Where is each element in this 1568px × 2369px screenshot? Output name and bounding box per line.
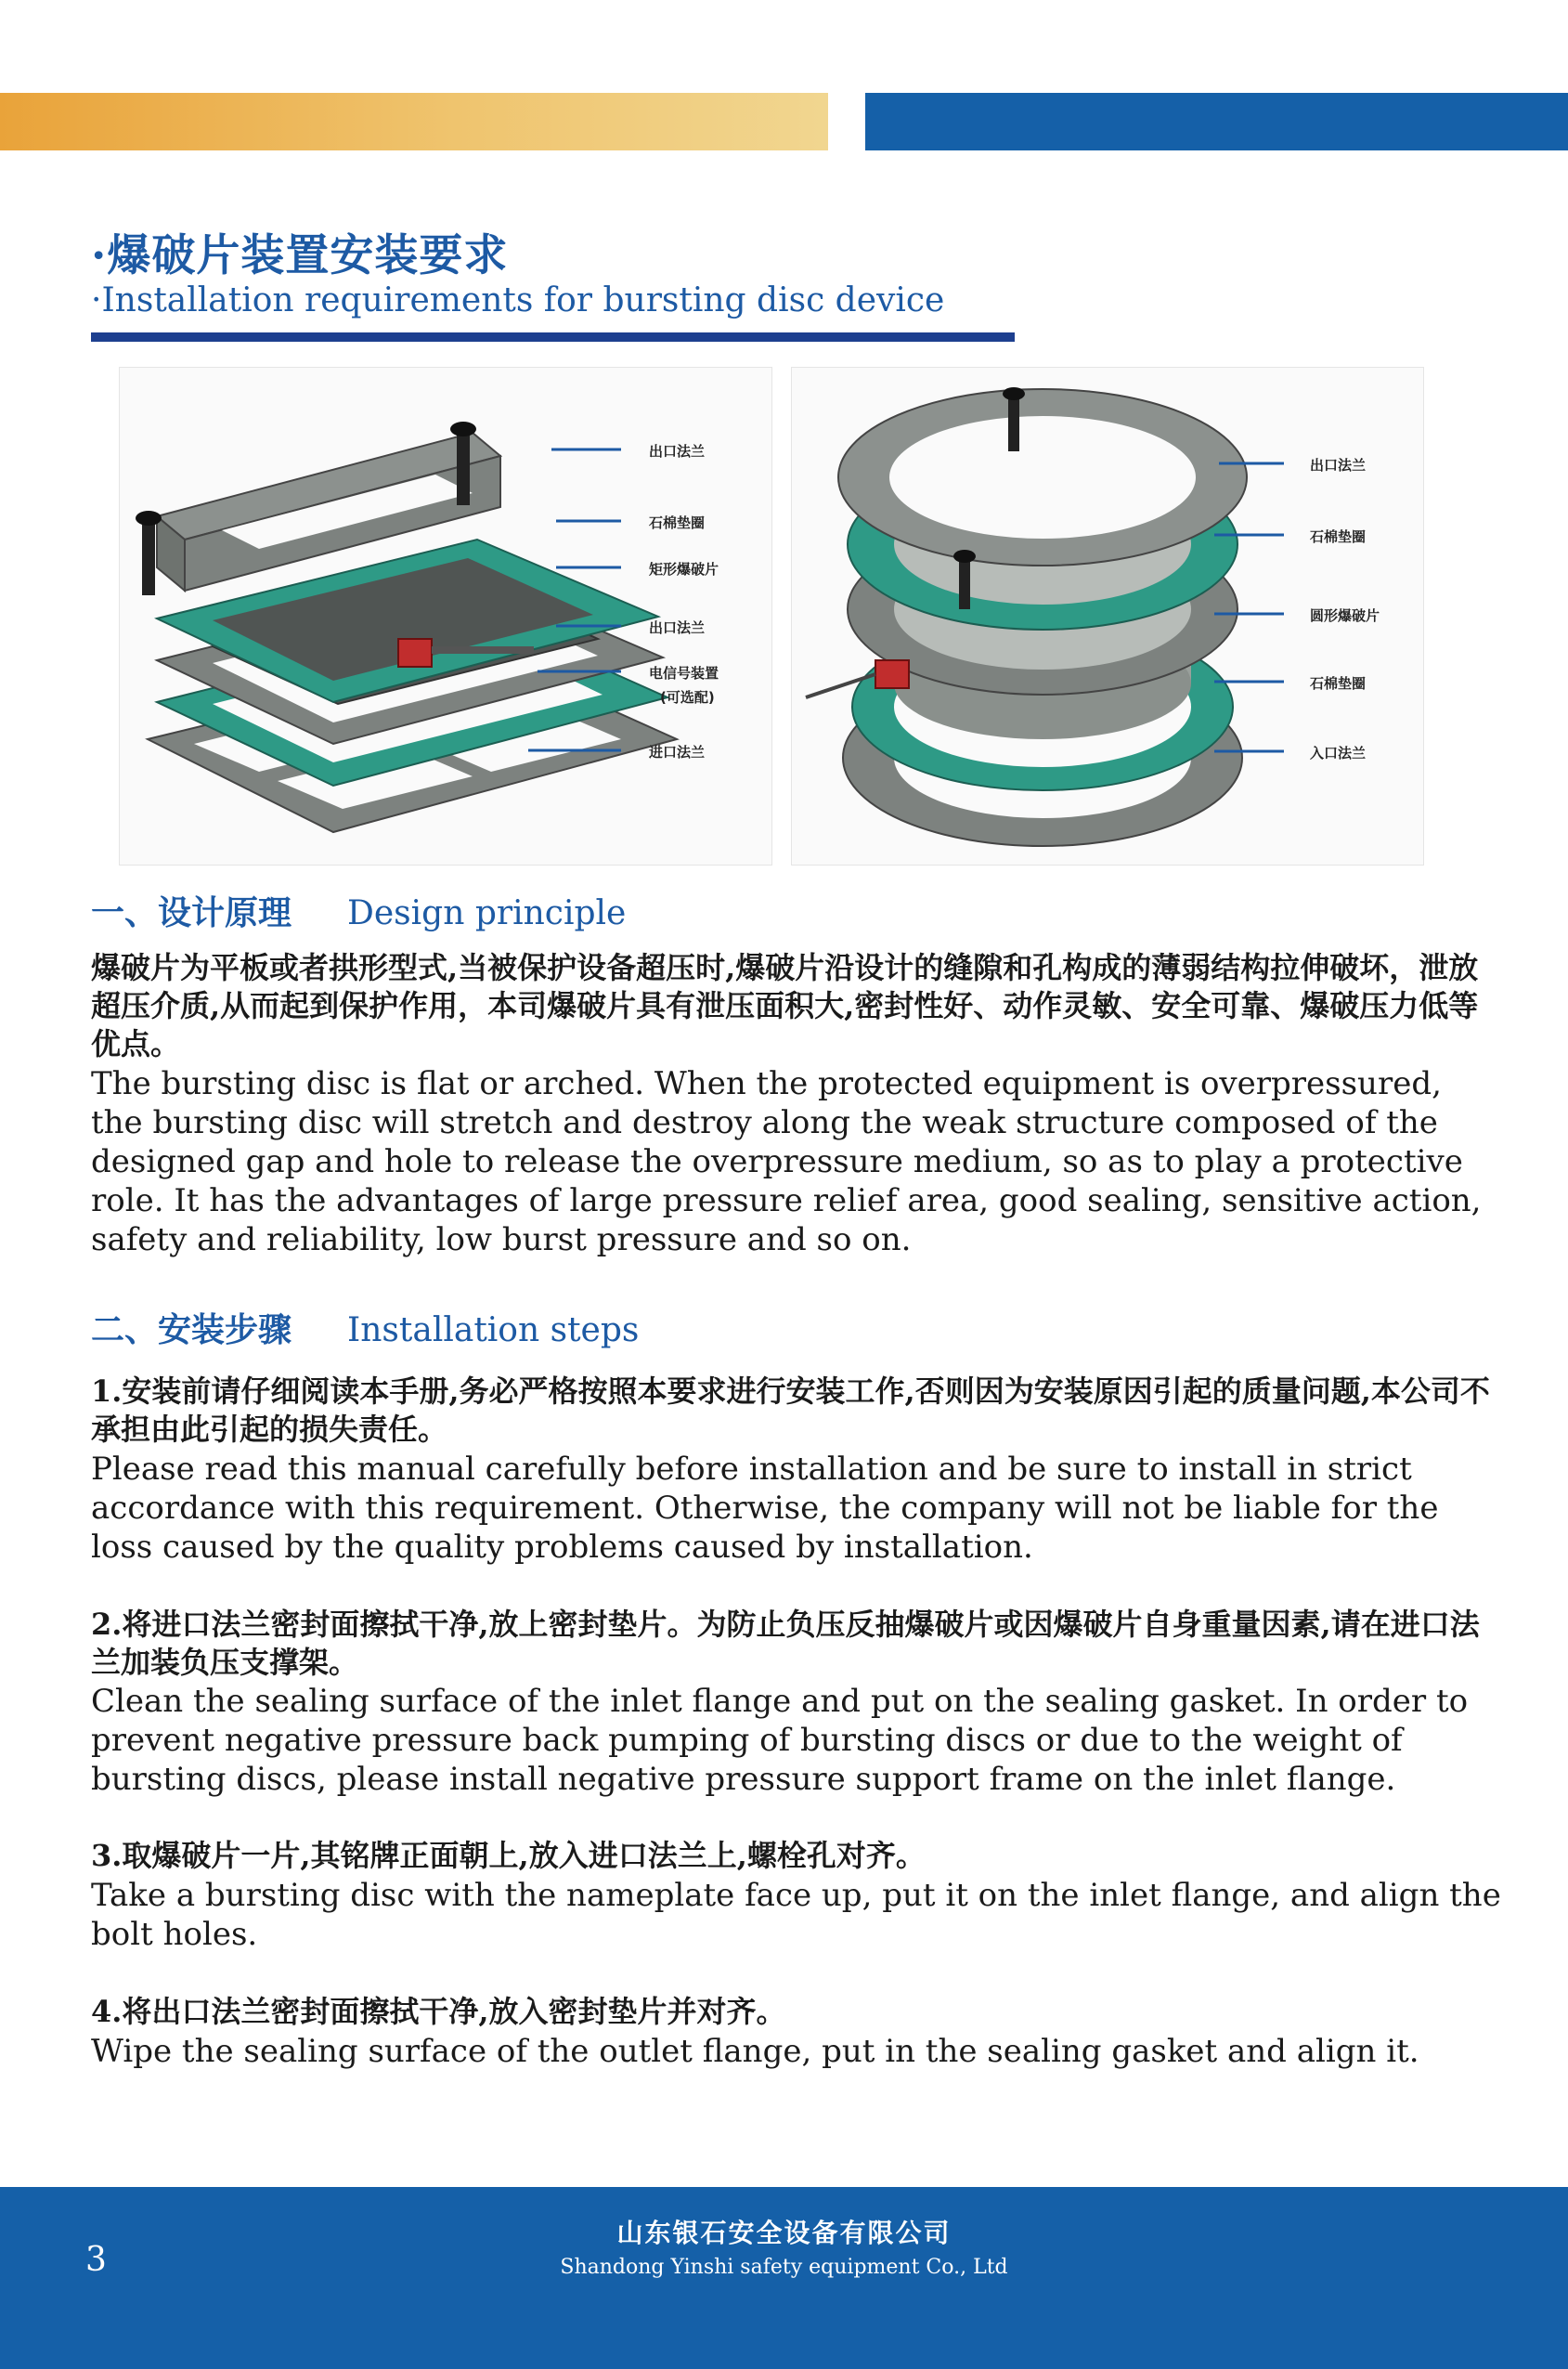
section1-body-cn: 爆破片为平板或者拱形型式,当被保护设备超压时,爆破片沿设计的缝隙和孔构成的薄弱结构拉伸破坏，泄放超压介质,从而起到保护作用，本司爆破片具有泄压面积大,密封性好、动作灵敏、安全可靠、爆破压力低等优点。	[91, 950, 1479, 1061]
header-accent-bar-orange	[0, 93, 828, 150]
callout-signal-device: 电信号装置	[649, 665, 719, 682]
section1-heading-cn: 一、设计原理	[91, 893, 292, 932]
callout-outlet-flange: 出口法兰	[649, 619, 706, 636]
callout-circular-disc: 圆形爆破片	[1310, 607, 1380, 624]
page-footer	[0, 2187, 1568, 2369]
callout-asbestos-gasket: 石棉垫圈	[649, 514, 706, 531]
page-number: 3	[85, 2241, 107, 2279]
callout-signal-device-optional: (可选配)	[660, 689, 715, 706]
footer-company-cn: 山东银石安全设备有限公司	[616, 2218, 952, 2248]
callout-asbestos-gasket-bottom: 石棉垫圈	[1310, 675, 1367, 692]
page-title-en: ·Installation requirements for bursting disc device	[91, 281, 945, 319]
step4-en: Wipe the sealing surface of the outlet flange, put in the sealing gasket and align it.	[91, 2033, 1419, 2070]
header-accent-bar-blue	[865, 93, 1568, 150]
callout-outlet-flange: 出口法兰	[1310, 457, 1367, 474]
section2-heading-cn: 二、安装步骤	[91, 1310, 292, 1349]
footer-company-en: Shandong Yinshi safety equipment Co., Ltd	[560, 2256, 1008, 2279]
section2-heading	[91, 1304, 639, 1351]
callout-asbestos-gasket-top: 石棉垫圈	[1310, 528, 1367, 545]
section1-heading	[91, 887, 626, 934]
step2-en: Clean the sealing surface of the inlet flange and put on the sealing gasket. In order to prevent negative pressure back pumping of bursting discs or due to the weight of bursting discs, please install negative pressure support frame on the inlet flange.	[91, 1683, 1469, 1798]
step2-cn: 2.将进口法兰密封面擦拭干净,放上密封垫片。为防止负压反抽爆破片或因爆破片自身重量因素,请在进口法兰加装负压支撑架。	[91, 1607, 1480, 1680]
page-title-cn: ·爆破片装置安装要求	[91, 230, 509, 281]
title-underline	[91, 332, 1015, 342]
callout-outlet-flange-top: 出口法兰	[649, 443, 706, 460]
callout-rectangular-disc: 矩形爆破片	[649, 561, 719, 578]
callout-inlet-flange: 入口法兰	[1310, 745, 1367, 761]
callout-inlet-flange: 进口法兰	[649, 744, 706, 761]
circular-disc-diagram	[791, 367, 1424, 866]
step4-cn: 4.将出口法兰密封面擦拭干净,放入密封垫片并对齐。	[91, 1994, 786, 2029]
step1-en: Please read this manual carefully before installation and be sure to install in strict accordance with this requirement. Otherwise, the company will not be liable for the loss caused by the quality problems caused by installation.	[91, 1451, 1439, 1566]
section1-heading-en: Design principle	[347, 894, 627, 932]
step1-cn: 1.安装前请仔细阅读本手册,务必严格按照本要求进行安装工作,否则因为安装原因引起的质量问题,本公司不承担由此引起的损失责任。	[91, 1373, 1490, 1447]
section1-body-en: The bursting disc is flat or arched. When the protected equipment is overpressured, the bursting disc will stretch and destroy along the weak structure composed of the designed gap and hole to release the overpressure medium, so as to play a protective role. It has the advantages of large pressure relief area, good sealing, sensitive action, safety and reliability, low burst pressure and so on.	[91, 1065, 1482, 1258]
step3-en: Take a bursting disc with the nameplate face up, put it on the inlet flange, and align the bolt holes.	[91, 1877, 1501, 1953]
rectangular-disc-diagram	[119, 367, 772, 866]
section2-heading-en: Installation steps	[347, 1311, 640, 1349]
step3-cn: 3.取爆破片一片,其铭牌正面朝上,放入进口法兰上,螺栓孔对齐。	[91, 1838, 926, 1873]
